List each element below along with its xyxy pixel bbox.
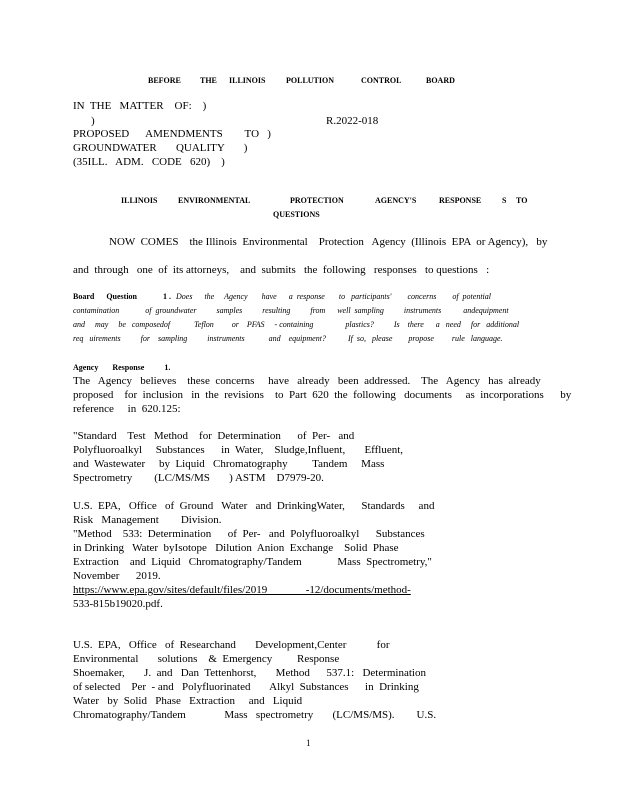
title-word: TO: [516, 196, 528, 205]
reference-line: Shoemaker, J. and Dan Tettenhorst, Method 537.1: Determination: [73, 667, 426, 679]
reference-line: of selected Per - and Polyfluorinated Alkyl Substances in Drinking: [73, 681, 419, 693]
question-label: Board Question: [73, 292, 138, 301]
reference-line: "Method 533: Determination of Per- and Polyfluoroalkyl Substances: [73, 528, 425, 540]
reference-line: Chromatography/Tandem Mass spectrometry (LC/MS/MS). U.S.: [73, 709, 437, 721]
reference-line: in Drinking Water byIsotope Dilution Anion Exchange Solid Phase: [73, 542, 399, 554]
heading-word: ILLINOIS: [229, 76, 266, 85]
question-line: req uirements for sampling instruments and equipment? If so, please propose rule language.: [73, 334, 503, 343]
reference-line: Environmental solutions & Emergency Response: [73, 653, 340, 665]
reference-line: Polyfluoroalkyl Substances in Water, Sludge,Influent, Effluent,: [73, 444, 404, 456]
title-word: AGENCY'S: [375, 196, 417, 205]
heading-word: BOARD: [426, 76, 455, 85]
question-number: 1 .: [163, 292, 171, 301]
title-word: S: [502, 196, 507, 205]
heading-word: POLLUTION: [286, 76, 335, 85]
heading-word: BEFORE: [148, 76, 181, 85]
caption-line: IN THE MATTER OF: ): [73, 100, 207, 112]
reference-line: "Standard Test Method for Determination of Per- and: [73, 430, 355, 442]
question-line: and may be composedof Teflon or PFAS - containing plastics? Is there a need for additional: [73, 320, 520, 329]
reference-line: Extraction and Liquid Chromatography/Tandem Mass Spectrometry,": [73, 556, 432, 568]
title-word: RESPONSE: [439, 196, 482, 205]
heading-word: THE: [200, 76, 217, 85]
heading-word: CONTROL: [361, 76, 402, 85]
caption-line: PROPOSED AMENDMENTS TO ): [73, 128, 271, 140]
title-word: PROTECTION: [290, 196, 344, 205]
title-word: ENVIRONMENTAL: [178, 196, 251, 205]
intro-line: and through one of its attorneys, and submits the following responses to questions :: [73, 264, 490, 276]
reference-line: and Wastewater by Liquid Chromatography Tandem Mass: [73, 458, 385, 470]
caption-line: (35ILL. ADM. CODE 620) ): [73, 156, 225, 168]
response-line: proposed for inclusion in the revisions to Part 620 the following documents as incorporations by: [73, 389, 572, 401]
response-line: The Agency believes these concerns have already been addressed. The Agency has already: [73, 375, 541, 387]
docket-number: R.2022-018: [326, 115, 379, 127]
title-word: QUESTIONS: [273, 210, 320, 219]
reference-line: Spectrometry (LC/MS/MS ) ASTM D7979-20.: [73, 472, 324, 484]
title-word: ILLINOIS: [121, 196, 158, 205]
reference-link[interactable]: https://www.epa.gov/sites/default/files/2019 -12/documents/method-: [73, 584, 411, 596]
page-number: 1: [306, 738, 311, 748]
question-line: Does the Agency have a response to participants' concerns of potential: [176, 292, 491, 301]
intro-line: NOW COMES the Illinois Environmental Protection Agency (Illinois EPA or Agency), by: [109, 236, 548, 248]
caption-line: ): [91, 115, 95, 127]
caption-line: GROUNDWATER QUALITY ): [73, 142, 248, 154]
reference-line: November 2019.: [73, 570, 161, 582]
reference-link[interactable]: 533-815b19020.pdf.: [73, 598, 163, 610]
reference-line: U.S. EPA, Office of Researchand Development,Center for: [73, 639, 390, 651]
reference-line: Risk Management Division.: [73, 514, 222, 526]
response-line: reference in 620.125:: [73, 403, 181, 415]
reference-line: U.S. EPA, Office of Ground Water and DrinkingWater, Standards and: [73, 500, 435, 512]
response-label: Agency Response 1.: [73, 363, 171, 372]
question-line: contamination of groundwater samples resulting from well sampling instruments andequipment: [73, 306, 509, 315]
reference-line: Water by Solid Phase Extraction and Liquid: [73, 695, 303, 707]
